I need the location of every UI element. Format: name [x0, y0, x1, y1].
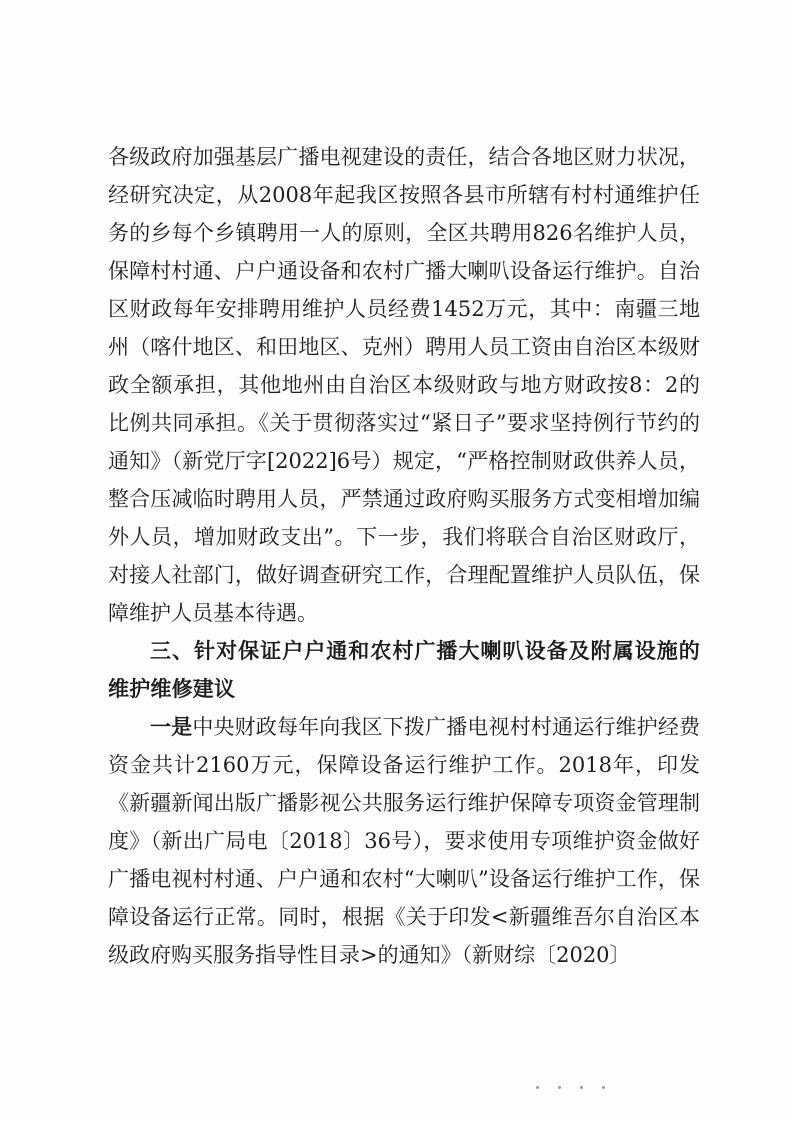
- body-paragraph-2: [108, 708, 700, 974]
- section-heading: 三、针对保证户户通和农村广播大喇叭设备及附属设施的维护维修建议: [108, 639, 700, 701]
- paragraph-body-text: 中央财政每年向我区下拨广播电视村村通运行维护经费资金共计2160万元，保障设备运行维护工作。2018年，印发《新疆新闻出版广播影视公共服务运行维护保障专项资金管理制度》（新出广局电〔2018〕36号），要求使用专项维护资金做好广播电视村村通、户户通和农村“大喇叭”设备运行维护工作，保障设备运行正常。同时，根据《关于印发<新疆维吾尔自治区本级政府购买服务指导性目录>的通知》（新财综〔2020〕: [108, 715, 701, 967]
- scan-artifact-dots: [536, 1086, 626, 1092]
- paragraph-lead-text: 一是: [150, 715, 193, 739]
- body-paragraph-1: 各级政府加强基层广播电视建设的责任，结合各地区财力状况，经研究决定，从2008年起我区按照各县市所辖有村村通维护任务的乡每个乡镇聘用一人的原则，全区共聘用826名维护人员，保障村村通、户户通设备和农村广播大喇叭设备运行维护。自治区财政每年安排聘用维护人员经费1452万元，其中：南疆三地州（喀什地区、和田地区、克州）聘用人员工资由自治区本级财政全额承担，其他地州由自治区本级财政与地方财政按8：2的比例共同承担。《关于贯彻落实过“紧日子”要求坚持例行节约的通知》（新党厅字[2022]6号）规定，“严格控制财政供养人员，整合压减临时聘用人员，严禁通过政府购买服务方式变相增加编外人员，增加财政支出”。下一步，我们将联合自治区财政厅，对接人社部门，做好调查研究工作，合理配置维护人员队伍，保障维护人员基本待遇。: [108, 145, 700, 625]
- document-body: [108, 138, 700, 974]
